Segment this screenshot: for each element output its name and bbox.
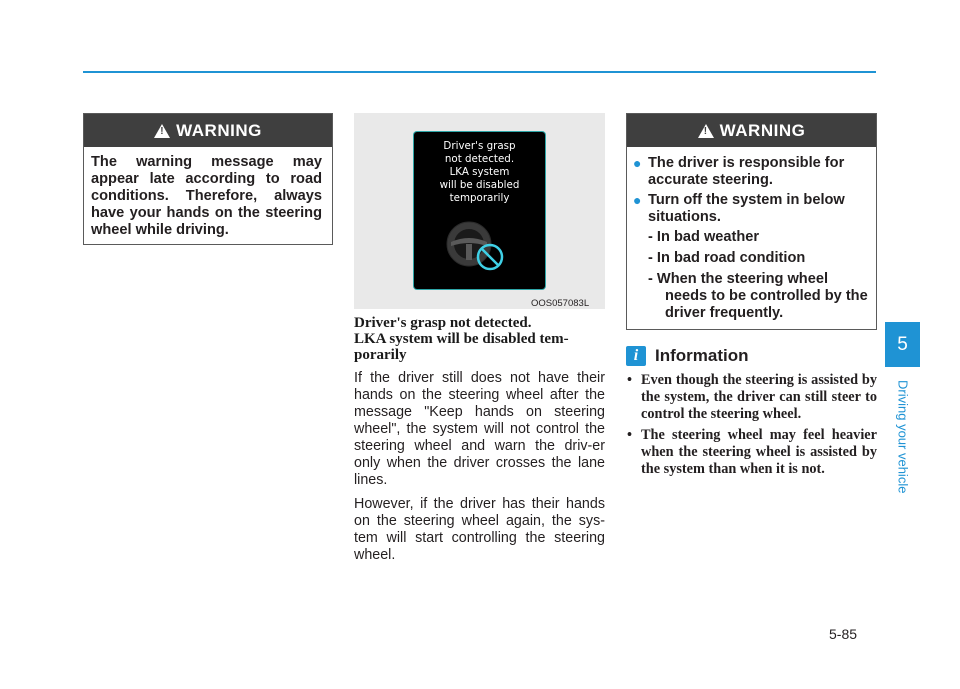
information-item-text: The steering wheel may feel heavier when the steering wheel is assisted by the system than when it is not. <box>641 427 877 477</box>
bullet-icon: • <box>627 372 633 388</box>
cluster-figure <box>354 113 605 309</box>
information-block <box>626 345 877 482</box>
information-item <box>626 372 877 423</box>
warning-title: WARNING <box>176 120 262 140</box>
section-title-line: porarily <box>354 347 407 363</box>
warning-body: The warning message may appear late according to road conditions. Therefore, always have your hands on the steering wheel while driving. <box>91 154 322 238</box>
warning-triangle-icon: ! <box>698 124 714 138</box>
chapter-label-text: Driving your vehicle <box>895 380 911 494</box>
information-title: Information <box>655 346 749 365</box>
chapter-tab: 5 <box>885 322 920 367</box>
information-item-text: Even though the steering is assisted by the system, the driver can still steer to control the steering wheel. <box>641 372 877 422</box>
warning-header <box>627 114 876 147</box>
information-list <box>626 372 877 478</box>
warning-title: WARNING <box>719 120 806 140</box>
warning-triangle-icon: ! <box>154 124 170 138</box>
bullet-icon: ● <box>633 155 642 171</box>
paragraph: If the driver still does not have their hands on the steering wheel after the message "Keep hands on steering wheel", the system will not control the steering wheel and warn the driv-er only when the driver crosses the lane lines. <box>354 370 605 488</box>
cluster-message-line: Driver's grasp <box>443 140 516 152</box>
section-title-line: LKA system will be disabled tem- <box>354 331 569 347</box>
bullet-icon: ● <box>633 192 642 208</box>
cluster-message-line: will be disabled <box>439 179 520 191</box>
warning-bullet <box>633 155 868 189</box>
cluster-message-line: temporarily <box>449 192 510 204</box>
chapter-label <box>895 380 911 500</box>
warning-body <box>627 147 876 332</box>
cluster-message <box>414 140 545 205</box>
information-item <box>626 427 877 478</box>
section-title <box>354 315 605 363</box>
warning-bullet-text: Turn off the system in below situations. <box>648 192 845 225</box>
warning-box-right <box>626 113 877 330</box>
warning-box-left <box>83 113 333 245</box>
paragraph: However, if the driver has their hands on the steering wheel again, the sys-tem will start controlling the steering wheel. <box>354 496 605 563</box>
section-text <box>354 315 605 571</box>
info-icon: i <box>626 346 646 366</box>
cluster-display <box>414 132 545 289</box>
warning-bullet <box>633 192 868 226</box>
figure-code: OOS057083L <box>531 298 590 309</box>
top-rule <box>83 71 876 73</box>
cluster-message-line: LKA system <box>449 166 510 178</box>
steering-wheel-prohibited-icon <box>439 216 515 278</box>
warning-sub-item: - In bad weather <box>648 229 760 245</box>
warning-header <box>84 114 332 147</box>
warning-sub-item: - When the steering wheel needs to be controlled by the driver frequently. <box>648 271 868 321</box>
information-header <box>626 345 877 367</box>
warning-sub-item: - In bad road condition <box>648 250 806 266</box>
bullet-icon: • <box>627 427 633 443</box>
section-title-line: Driver's grasp not detected. <box>354 315 532 331</box>
warning-bullet-text: The driver is responsible for accurate steering. <box>648 155 845 188</box>
cluster-message-line: not detected. <box>444 153 515 165</box>
page-number: 5-85 <box>829 626 858 642</box>
